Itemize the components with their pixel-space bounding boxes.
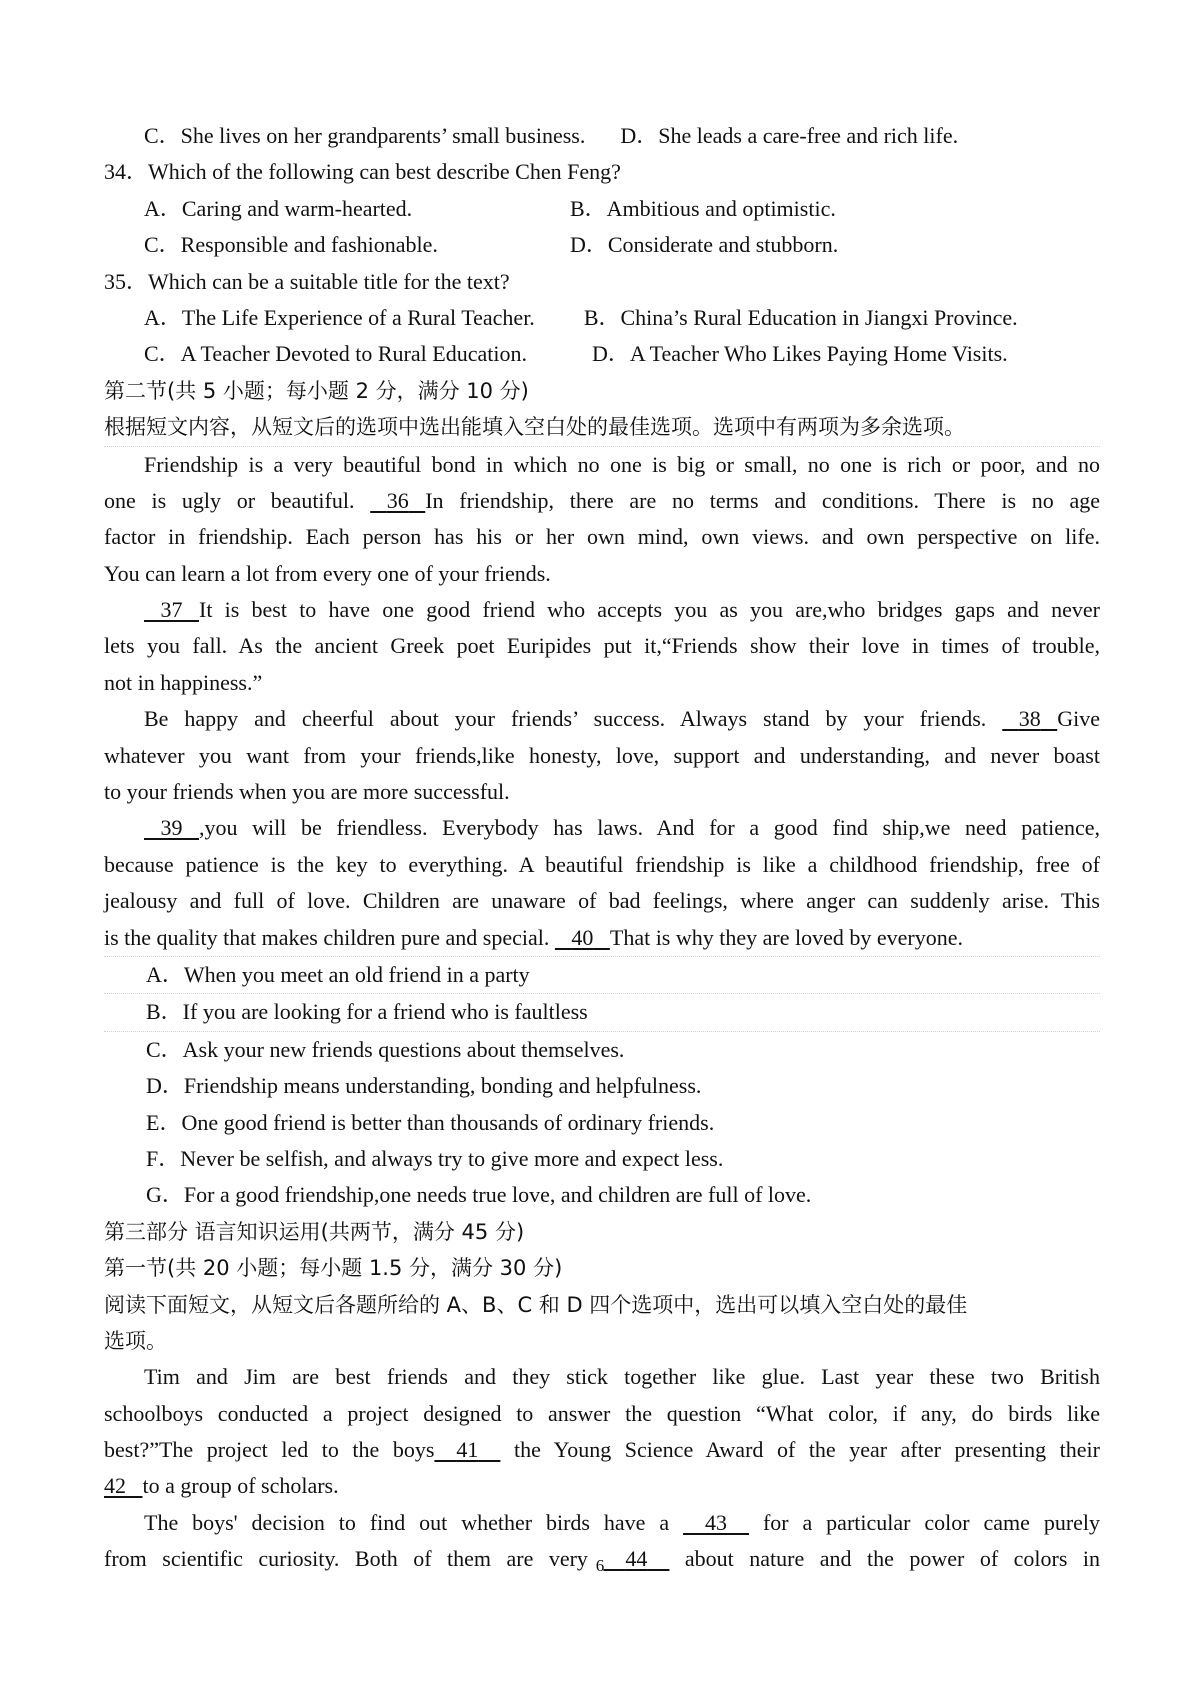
part3-heading: 第三部分 语言知识运用(共两节，满分 45 分) [104,1219,525,1244]
choice-d: D．Friendship means understanding, bonding and helpfulness. [146,1073,702,1099]
blank-44: 44 [625,1546,648,1572]
choice-c: C．Ask your new friends questions about themselves. [146,1036,625,1062]
q34-option-d: D．Considerate and stubborn. [570,232,839,258]
cloze-line: 42 to a group of scholars. [104,1468,1100,1504]
blank-36: 36 [386,487,409,513]
section2-heading: 第二节(共 5 小题；每小题 2 分，满分 10 分) [104,378,529,403]
passage-line: You can learn a lot from every one of your friends. [104,560,551,586]
choice-a: A．When you meet an old friend in a party [104,957,1100,994]
passage-line: lets you fall. As the ancient Greek poet Euripides put it,“Friends show their love in times of trouble, [104,633,1100,659]
section2-instruction: 根据短文内容，从短文后的选项中选出能填入空白处的最佳选项。选项中有两项为多余选项。 [104,409,1100,446]
blank-40: 40 [571,924,594,950]
q34-option-c: C．Responsible and fashionable. [144,232,438,258]
passage-line: to your friends when you are more successful. [104,779,510,805]
blank-43: 43 [705,1509,728,1535]
passage-line: not in happiness.” [104,669,263,695]
passage-line: 39 ,you will be friendless. Everybody has laws. And for a good find ship,we need patience, [104,810,1100,846]
blank-38: 38 [1018,706,1041,732]
choice-f: F．Never be selfish, and always try to give more and expect less. [146,1145,724,1171]
q33-option-c: C．She lives on her grandparents’ small business. [144,123,586,148]
choice-g: G．For a good friendship,one needs true love, and children are full of love. [146,1182,812,1208]
cloze-line: The boys' decision to find out whether birds have a 43 for a particular color came purely [104,1505,1100,1541]
passage-line: Friendship is a very beautiful bond in which no one is big or small, no one is rich or poor, and no [144,451,1100,477]
q33-option-d: D．She leads a care-free and rich life. [620,123,959,148]
q35-options-cd [104,336,1100,372]
part3-section1-heading: 第一节(共 20 小题；每小题 1.5 分，满分 30 分) [104,1256,563,1281]
blank-37: 37 [160,597,183,623]
cloze-line: best?”The project led to the boys 41 the Young Science Award of the year after presenting their [104,1432,1100,1468]
passage-line: because patience is the key to everything. A beautiful friendship is like a childhood friendship, free of [104,851,1100,877]
q34-options-ab [104,191,1100,227]
passage-line: is the quality that makes children pure and special. 40 That is why they are loved by everyone. [104,920,1100,957]
exam-page [104,118,1100,1578]
passage-line: whatever you want from your friends,like honesty, love, support and understanding, and never boast [104,742,1100,768]
choice-b: B．If you are looking for a friend who is faultless [104,994,1100,1031]
q35-option-a: A．The Life Experience of a Rural Teacher. [144,304,535,330]
passage-line: jealousy and full of love. Children are unaware of bad feelings, where anger can suddenly arise. This [104,888,1100,914]
q35-options-ab [104,300,1100,336]
passage-line: Be happy and cheerful about your friends’ success. Always stand by your friends. 38 Give [104,701,1100,737]
blank-42: 42 [104,1473,126,1499]
q34-option-a: A．Caring and warm-hearted. [144,195,413,221]
q35-option-b: B．China’s Rural Education in Jiangxi Province. [583,304,1018,330]
cloze-line: from scientific curiosity. Both of them are very 44 about nature and the power of colors in [104,1541,1100,1577]
passage-line: one is ugly or beautiful. 36 In friendship, there are no terms and conditions. There is no age [104,483,1100,519]
q34-stem: 34．Which of the following can best describe Chen Feng? [104,159,621,185]
q34-options-cd [104,227,1100,263]
part3-instruction-cont: 选项。 [104,1328,167,1353]
choice-e: E．One good friend is better than thousands of ordinary friends. [146,1109,715,1135]
q35-option-d: D．A Teacher Who Likes Paying Home Visits. [591,341,1008,367]
q35-stem: 35．Which can be a suitable title for the text? [104,268,510,294]
cloze-line: Tim and Jim are best friends and they stick together like glue. Last year these two British [144,1364,1100,1390]
blank-41: 41 [456,1437,479,1463]
passage-line: factor in friendship. Each person has his or her own mind, own views. and own perspective on life. [104,524,1100,550]
q34-option-b: B．Ambitious and optimistic. [570,195,836,221]
part3-instruction: 阅读下面短文，从短文后各题所给的 A、B、C 和 D 四个选项中，选出可以填入空白处的最佳 [104,1292,968,1317]
page-number: 6 [595,1556,605,1575]
passage-line: 37 It is best to have one good friend who accepts you as you are,who bridges gaps and never [104,592,1100,628]
blank-39: 39 [160,815,183,841]
q35-option-c: C．A Teacher Devoted to Rural Education. [144,341,527,367]
cloze-line: schoolboys conducted a project designed to answer the question “What color, if any, do birds like [104,1400,1100,1426]
q33-options-cd [104,118,1100,154]
